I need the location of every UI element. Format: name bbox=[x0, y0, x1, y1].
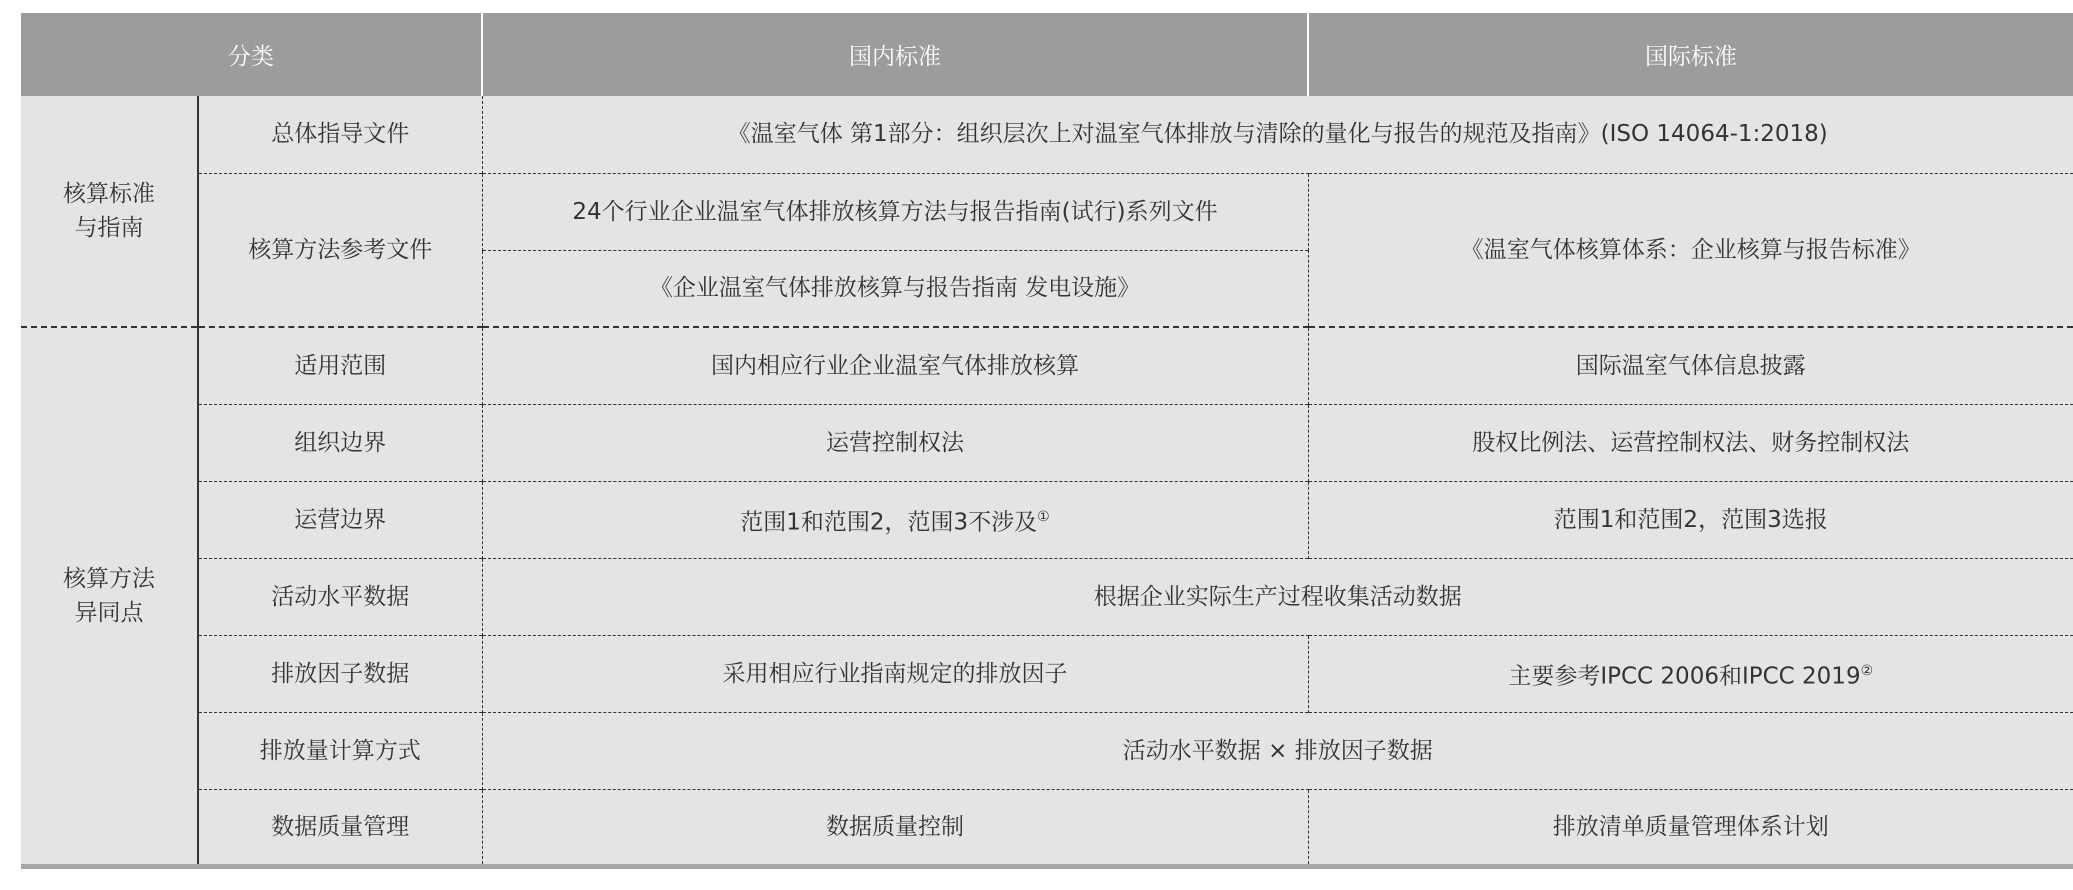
category-cell: 活动水平数据 bbox=[198, 558, 482, 635]
domestic-cell: 运营控制权法 bbox=[482, 404, 1308, 481]
footnote-marker: ① bbox=[1037, 508, 1050, 525]
header-category: 分类 bbox=[21, 13, 482, 96]
domestic-cell: 24个行业企业温室气体排放核算方法与报告指南(试行)系列文件 bbox=[482, 173, 1308, 250]
group-label-standards bbox=[21, 96, 198, 327]
international-cell: 范围1和范围2，范围3选报 bbox=[1308, 481, 2073, 558]
footnote-marker: ② bbox=[1860, 662, 1874, 679]
group-label-methods bbox=[21, 327, 198, 866]
group-label-line: 与指南 bbox=[74, 215, 144, 241]
table-row bbox=[21, 481, 2073, 558]
header-domestic: 国内标准 bbox=[482, 13, 1308, 96]
table-row bbox=[21, 327, 2073, 404]
domestic-cell: 《企业温室气体排放核算与报告指南 发电设施》 bbox=[482, 250, 1308, 327]
category-cell: 组织边界 bbox=[198, 404, 482, 481]
domestic-cell: 国内相应行业企业温室气体排放核算 bbox=[482, 327, 1308, 404]
international-cell: 排放清单质量管理体系计划 bbox=[1308, 789, 2073, 866]
domestic-cell: 数据质量控制 bbox=[482, 789, 1308, 866]
table-row bbox=[21, 635, 2073, 712]
table-row bbox=[21, 404, 2073, 481]
domestic-cell: 采用相应行业指南规定的排放因子 bbox=[482, 635, 1308, 712]
domestic-cell bbox=[482, 481, 1308, 558]
table-row bbox=[21, 173, 2073, 250]
international-cell: 《温室气体核算体系：企业核算与报告标准》 bbox=[1308, 173, 2073, 327]
table-row bbox=[21, 789, 2073, 866]
international-cell: 股权比例法、运营控制权法、财务控制权法 bbox=[1308, 404, 2073, 481]
merged-cell: 《温室气体 第1部分：组织层次上对温室气体排放与清除的量化与报告的规范及指南》(ISO 14064-1:2018) bbox=[482, 96, 2073, 173]
standards-comparison-table bbox=[21, 13, 2073, 869]
cell-text: 范围1和范围2，范围3不涉及 bbox=[740, 509, 1038, 536]
table-body bbox=[21, 96, 2073, 866]
category-cell: 运营边界 bbox=[198, 481, 482, 558]
group-label-line: 异同点 bbox=[74, 599, 144, 626]
table-header bbox=[21, 13, 2073, 96]
group-label-line: 核算标准 bbox=[63, 181, 155, 207]
comparison-table-container bbox=[21, 13, 2073, 869]
category-cell: 总体指导文件 bbox=[198, 96, 482, 173]
international-cell bbox=[1308, 635, 2073, 712]
group-label-line: 核算方法 bbox=[63, 565, 155, 592]
cell-text: 主要参考IPCC 2006和IPCC 2019 bbox=[1508, 663, 1861, 690]
category-cell: 核算方法参考文件 bbox=[198, 173, 482, 327]
category-cell: 适用范围 bbox=[198, 327, 482, 404]
table-row bbox=[21, 96, 2073, 173]
table-row bbox=[21, 712, 2073, 789]
category-cell: 排放因子数据 bbox=[198, 635, 482, 712]
merged-cell: 活动水平数据 × 排放因子数据 bbox=[482, 712, 2073, 789]
category-cell: 数据质量管理 bbox=[198, 789, 482, 866]
category-cell: 排放量计算方式 bbox=[198, 712, 482, 789]
header-row bbox=[21, 13, 2073, 96]
merged-cell: 根据企业实际生产过程收集活动数据 bbox=[482, 558, 2073, 635]
table-row bbox=[21, 558, 2073, 635]
header-international: 国际标准 bbox=[1308, 13, 2073, 96]
international-cell: 国际温室气体信息披露 bbox=[1308, 327, 2073, 404]
